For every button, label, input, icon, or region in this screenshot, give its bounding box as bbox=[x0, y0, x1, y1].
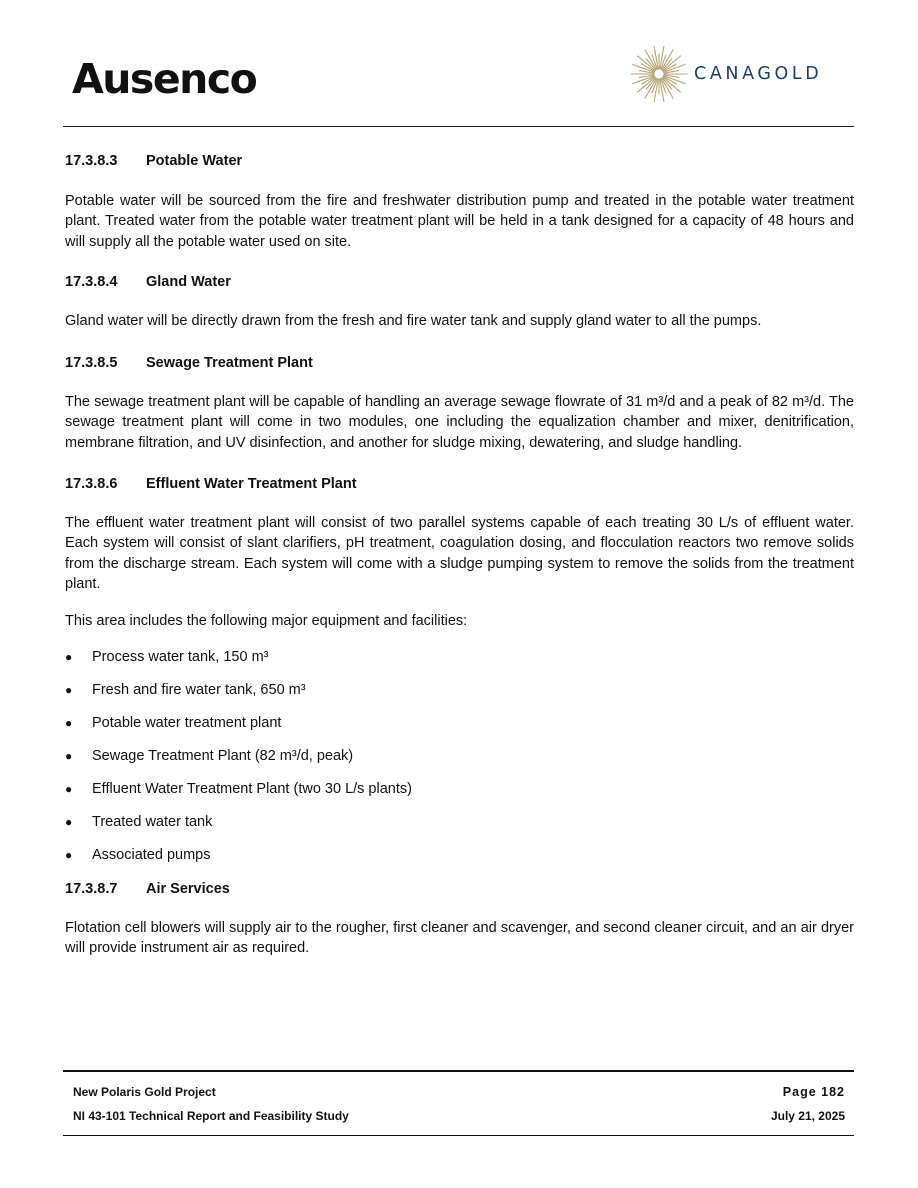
document-body bbox=[65, 151, 854, 958]
paragraph: Potable water will be sourced from the fire and freshwater distribution pump and treated in the potable water treatment plant. Treated water from the potable water treatment plant will be held in a tank designed for a capacity of 48 hours and will supply all the potable water used on site. bbox=[65, 193, 854, 250]
ausenco-logo bbox=[72, 56, 257, 102]
section-number: 17.3.8.6 bbox=[65, 476, 118, 493]
bullet-icon: ● bbox=[65, 848, 73, 863]
ausenco-logo-text: Ausenco bbox=[72, 55, 257, 103]
list-item: ● Fresh and fire water tank, 650 m³ bbox=[65, 682, 306, 699]
equipment-list bbox=[65, 641, 854, 872]
footer-report-title: NI 43-101 Technical Report and Feasibility Study bbox=[73, 1109, 349, 1123]
paragraph: Flotation cell blowers will supply air to the rougher, first cleaner and scavenger, and second cleaner circuit, and an air dryer will provide instrument air as required. bbox=[65, 919, 854, 956]
footer-date: July 21, 2025 bbox=[770, 1109, 845, 1123]
paragraph: Gland water will be directly drawn from the fresh and fire water tank and supply gland water to all the pumps. bbox=[65, 312, 762, 329]
list-item: ● Associated pumps bbox=[65, 847, 211, 864]
list-item: ● Potable water treatment plant bbox=[65, 715, 282, 732]
canagold-sunburst-icon bbox=[630, 42, 688, 106]
canagold-logo-text: CANAGOLD bbox=[694, 64, 823, 84]
footer-divider bbox=[63, 1135, 854, 1136]
list-item: ● Treated water tank bbox=[65, 814, 213, 831]
section-heading bbox=[65, 474, 854, 494]
section-title: Potable Water bbox=[146, 153, 243, 169]
section-number: 17.3.8.7 bbox=[65, 880, 118, 897]
bullet-icon: ● bbox=[65, 650, 73, 665]
footer-divider bbox=[63, 1070, 854, 1072]
section-heading bbox=[65, 151, 854, 171]
list-item: ● Process water tank, 150 m³ bbox=[65, 649, 269, 666]
section-title: Effluent Water Treatment Plant bbox=[146, 476, 357, 493]
section-heading bbox=[65, 879, 854, 899]
section-heading bbox=[65, 272, 854, 292]
section-heading bbox=[65, 353, 854, 373]
section-number: 17.3.8.3 bbox=[65, 153, 118, 169]
bullet-icon: ● bbox=[65, 716, 73, 731]
canagold-logo bbox=[630, 42, 822, 106]
list-item: ● Effluent Water Treatment Plant (two 30 L/s plants) bbox=[65, 781, 412, 798]
paragraph: The effluent water treatment plant will consist of two parallel systems capable of each treating 30 L/s of effluent water. Each system will consist of slant clarifiers, pH treatment, coagulation dosing, and flocculation reactors two remove solids from the discharge stream. Each system will come with a sludge pumping system to remove the solids from the treatment plant. bbox=[65, 515, 854, 592]
section-number: 17.3.8.4 bbox=[65, 273, 118, 290]
paragraph: This area includes the following major equipment and facilities: bbox=[65, 613, 468, 630]
section-title: Air Services bbox=[146, 880, 230, 897]
bullet-icon: ● bbox=[65, 749, 73, 764]
bullet-icon: ● bbox=[65, 782, 73, 797]
page-number: Page 182 bbox=[782, 1085, 845, 1099]
section-title: Sewage Treatment Plant bbox=[146, 355, 313, 372]
bullet-icon: ● bbox=[65, 815, 73, 830]
footer-row bbox=[73, 1109, 845, 1123]
section-title: Gland Water bbox=[146, 273, 231, 290]
bullet-icon: ● bbox=[65, 683, 73, 698]
paragraph: The sewage treatment plant will be capable of handling an average sewage flowrate of 31 m³/d and a peak of 82 m³/d. The sewage treatment plant will come in two modules, one including the equalization chamber and mixer, denitrification, membrane filtration, and UV disinfection, and another for sludge mixing, dewatering, and sludge handling. bbox=[65, 394, 854, 451]
footer-row bbox=[73, 1085, 845, 1099]
section-number: 17.3.8.5 bbox=[65, 355, 118, 372]
header-divider bbox=[63, 126, 854, 127]
list-item: ● Sewage Treatment Plant (82 m³/d, peak) bbox=[65, 748, 354, 765]
footer-project: New Polaris Gold Project bbox=[73, 1085, 216, 1099]
